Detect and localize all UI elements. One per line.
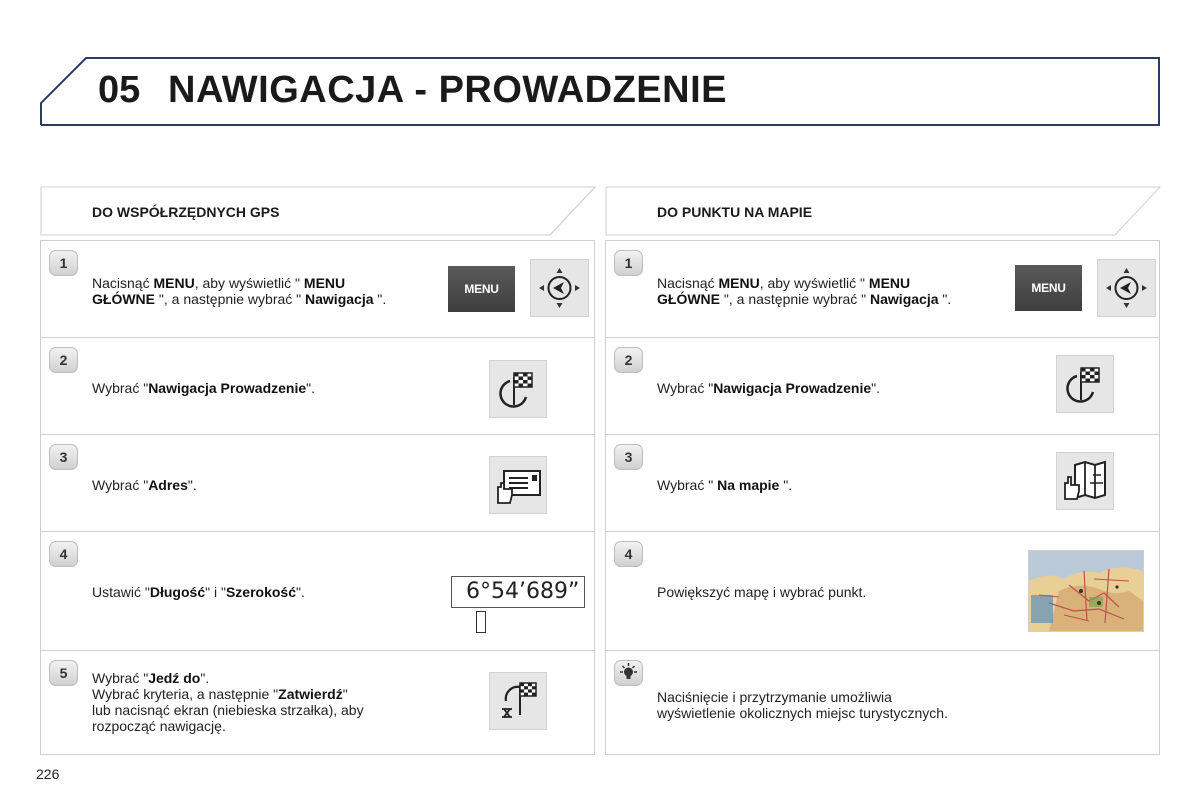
- map-hand-icon[interactable]: [1056, 452, 1114, 510]
- gps-coordinates-section: [40, 186, 596, 734]
- chapter-number: 05: [98, 69, 141, 111]
- menu-button[interactable]: MENU: [1015, 265, 1082, 311]
- step-text: Nacisnąć MENU, aby wyświetlić " MENU GŁÓWNE ", a następnie wybrać " Nawigacja ".: [657, 275, 952, 307]
- step-3: [40, 434, 595, 532]
- step-text: Wybrać "Nawigacja Prowadzenie".: [92, 380, 315, 396]
- step-1: [605, 240, 1160, 338]
- step-text: Nacisnąć MENU, aby wyświetlić " MENU GŁÓWNE ", a następnie wybrać " Nawigacja ".: [92, 275, 387, 307]
- step-5: [40, 650, 595, 755]
- step-1: [40, 240, 595, 338]
- go-to-flag-icon[interactable]: [489, 672, 547, 730]
- step-number-badge: 3: [49, 444, 78, 470]
- step-text: Wybrać "Jedź do". Wybrać kryteria, a następnie "Zatwierdź" lub nacisnąć ekran (niebieska strzałka), aby rozpocząć nawigację.: [92, 670, 364, 734]
- navigation-dial-icon[interactable]: [530, 259, 589, 317]
- map-point-section: [605, 186, 1161, 721]
- menu-button[interactable]: MENU: [448, 266, 515, 312]
- europe-map-thumbnail[interactable]: [1028, 550, 1144, 632]
- checkered-flag-icon[interactable]: [489, 360, 547, 418]
- coordinate-value: 6°54’689”: [466, 579, 580, 604]
- tip-panel: [605, 650, 1160, 755]
- section-header: [40, 186, 596, 236]
- chapter-title: NAWIGACJA - PROWADZENIE: [168, 69, 727, 111]
- step-number-badge: 4: [614, 541, 643, 567]
- step-4: [605, 531, 1160, 651]
- section-header: [605, 186, 1161, 236]
- bulb-tip-icon: [614, 660, 643, 686]
- step-number-badge: 1: [614, 250, 643, 276]
- step-2: [605, 337, 1160, 435]
- coordinate-input[interactable]: [451, 576, 585, 608]
- step-text: Wybrać "Nawigacja Prowadzenie".: [657, 380, 880, 396]
- step-number-badge: 4: [49, 541, 78, 567]
- step-number-badge: 3: [614, 444, 643, 470]
- text-cursor: [476, 611, 486, 633]
- section-title: DO WSPÓŁRZĘDNYCH GPS: [92, 204, 280, 220]
- step-3: [605, 434, 1160, 532]
- step-number-badge: 2: [614, 347, 643, 373]
- tip-text: Naciśnięcie i przytrzymanie umożliwia wyświetlenie okolicznych miejsc turystycznych.: [657, 689, 948, 721]
- step-text: Wybrać " Na mapie ".: [657, 477, 793, 493]
- address-card-icon[interactable]: [489, 456, 547, 514]
- step-text: Ustawić "Długość" i "Szerokość".: [92, 584, 305, 600]
- step-4: [40, 531, 595, 651]
- step-text: Powiększyć mapę i wybrać punkt.: [657, 584, 867, 600]
- chapter-header: [40, 57, 1160, 126]
- section-title: DO PUNKTU NA MAPIE: [657, 204, 813, 220]
- step-number-badge: 5: [49, 660, 78, 686]
- navigation-dial-icon[interactable]: [1097, 259, 1156, 317]
- page-number: 226: [36, 766, 60, 782]
- checkered-flag-icon[interactable]: [1056, 355, 1114, 413]
- step-number-badge: 1: [49, 250, 78, 276]
- step-2: [40, 337, 595, 435]
- step-number-badge: 2: [49, 347, 78, 373]
- step-text: Wybrać "Adres".: [92, 477, 197, 493]
